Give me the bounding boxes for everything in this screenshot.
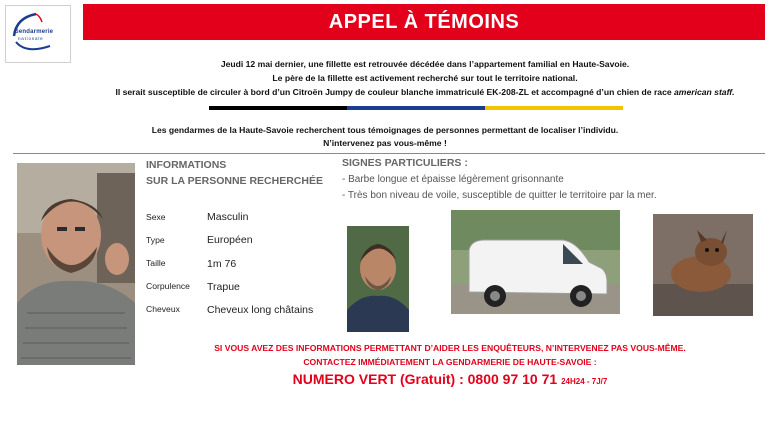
suspect-photo-main [17,163,135,365]
intro-line-2: Le père de la fillette est activement recherché sur tout le territoire national. [272,73,578,83]
page-title: APPEL À TÉMOINS [83,4,765,40]
divider [13,153,765,154]
van-photo [451,210,620,314]
gendarmerie-logo [5,5,71,63]
info-title [146,157,323,189]
attr-value-sex: Masculin [207,211,249,223]
attr-label-build: Corpulence [146,281,190,291]
sign-item-2: - Très bon niveau de voile, susceptible de quitter le territoire par la mer. [342,190,657,201]
flag-black [209,106,347,110]
logo-name: Gendarmerie [14,29,54,35]
signs-title: SIGNES PARTICULIERS : [342,157,468,169]
attr-value-type: Européen [207,234,253,246]
suspect-photo-secondary [347,226,409,332]
sign-item-1: - Barbe longue et épaisse légèrement grisonnante [342,174,564,185]
attr-label-hair: Cheveux [146,304,180,314]
attr-label-type: Type [146,235,165,245]
intro-line-3 [80,85,770,99]
call-line-2: CONTACTEZ IMMÉDIATEMENT LA GENDARMERIE DE HAUTE-SAVOIE : [303,357,597,367]
intro-line-3b: american staff. [674,87,735,97]
intro-line-1: Jeudi 12 mai dernier, une fillette est retrouvée décédée dans l’appartement familial en Haute-Savoie. [220,59,630,69]
flag-yellow [485,106,623,110]
search-line-2: N’intervenez pas vous-même ! [323,138,447,148]
contact-block [150,341,750,392]
intro-line-3a: Il serait susceptible de circuler à bord d’un Citroën Jumpy de couleur blanche immatriculé EK-208-ZL et accompagné d’un chien de race [115,87,675,97]
phone-number: NUMERO VERT (Gratuit) : 0800 97 10 71 [292,371,558,387]
flag-stripe [209,106,623,110]
info-title-line-1: INFORMATIONS [146,159,227,171]
phone-line [150,369,750,392]
phone-hours: 24H24 - 7J/7 [561,377,608,386]
info-title-line-2: SUR LA PERSONNE RECHERCHÉE [146,175,323,187]
call-line-1: SI VOUS AVEZ DES INFORMATIONS PERMETTANT D’AIDER LES ENQUÊTEURS, N’INTERVENEZ PAS VOUS-MÊME. [214,343,686,353]
attr-value-height: 1m 76 [207,258,237,270]
flag-blue [347,106,485,110]
dog-photo [653,214,753,316]
attr-value-build: Trapue [207,281,240,293]
logo-sub: nationale [18,36,44,41]
attr-value-hair: Cheveux long châtains [207,304,314,316]
attr-label-height: Taille [146,258,166,268]
attr-label-sex: Sexe [146,212,166,222]
search-line-1: Les gendarmes de la Haute-Savoie recherchent tous témoignages de personnes permettant de localiser l’individu. [151,125,619,135]
search-notice [100,124,670,150]
intro-text [80,57,770,99]
